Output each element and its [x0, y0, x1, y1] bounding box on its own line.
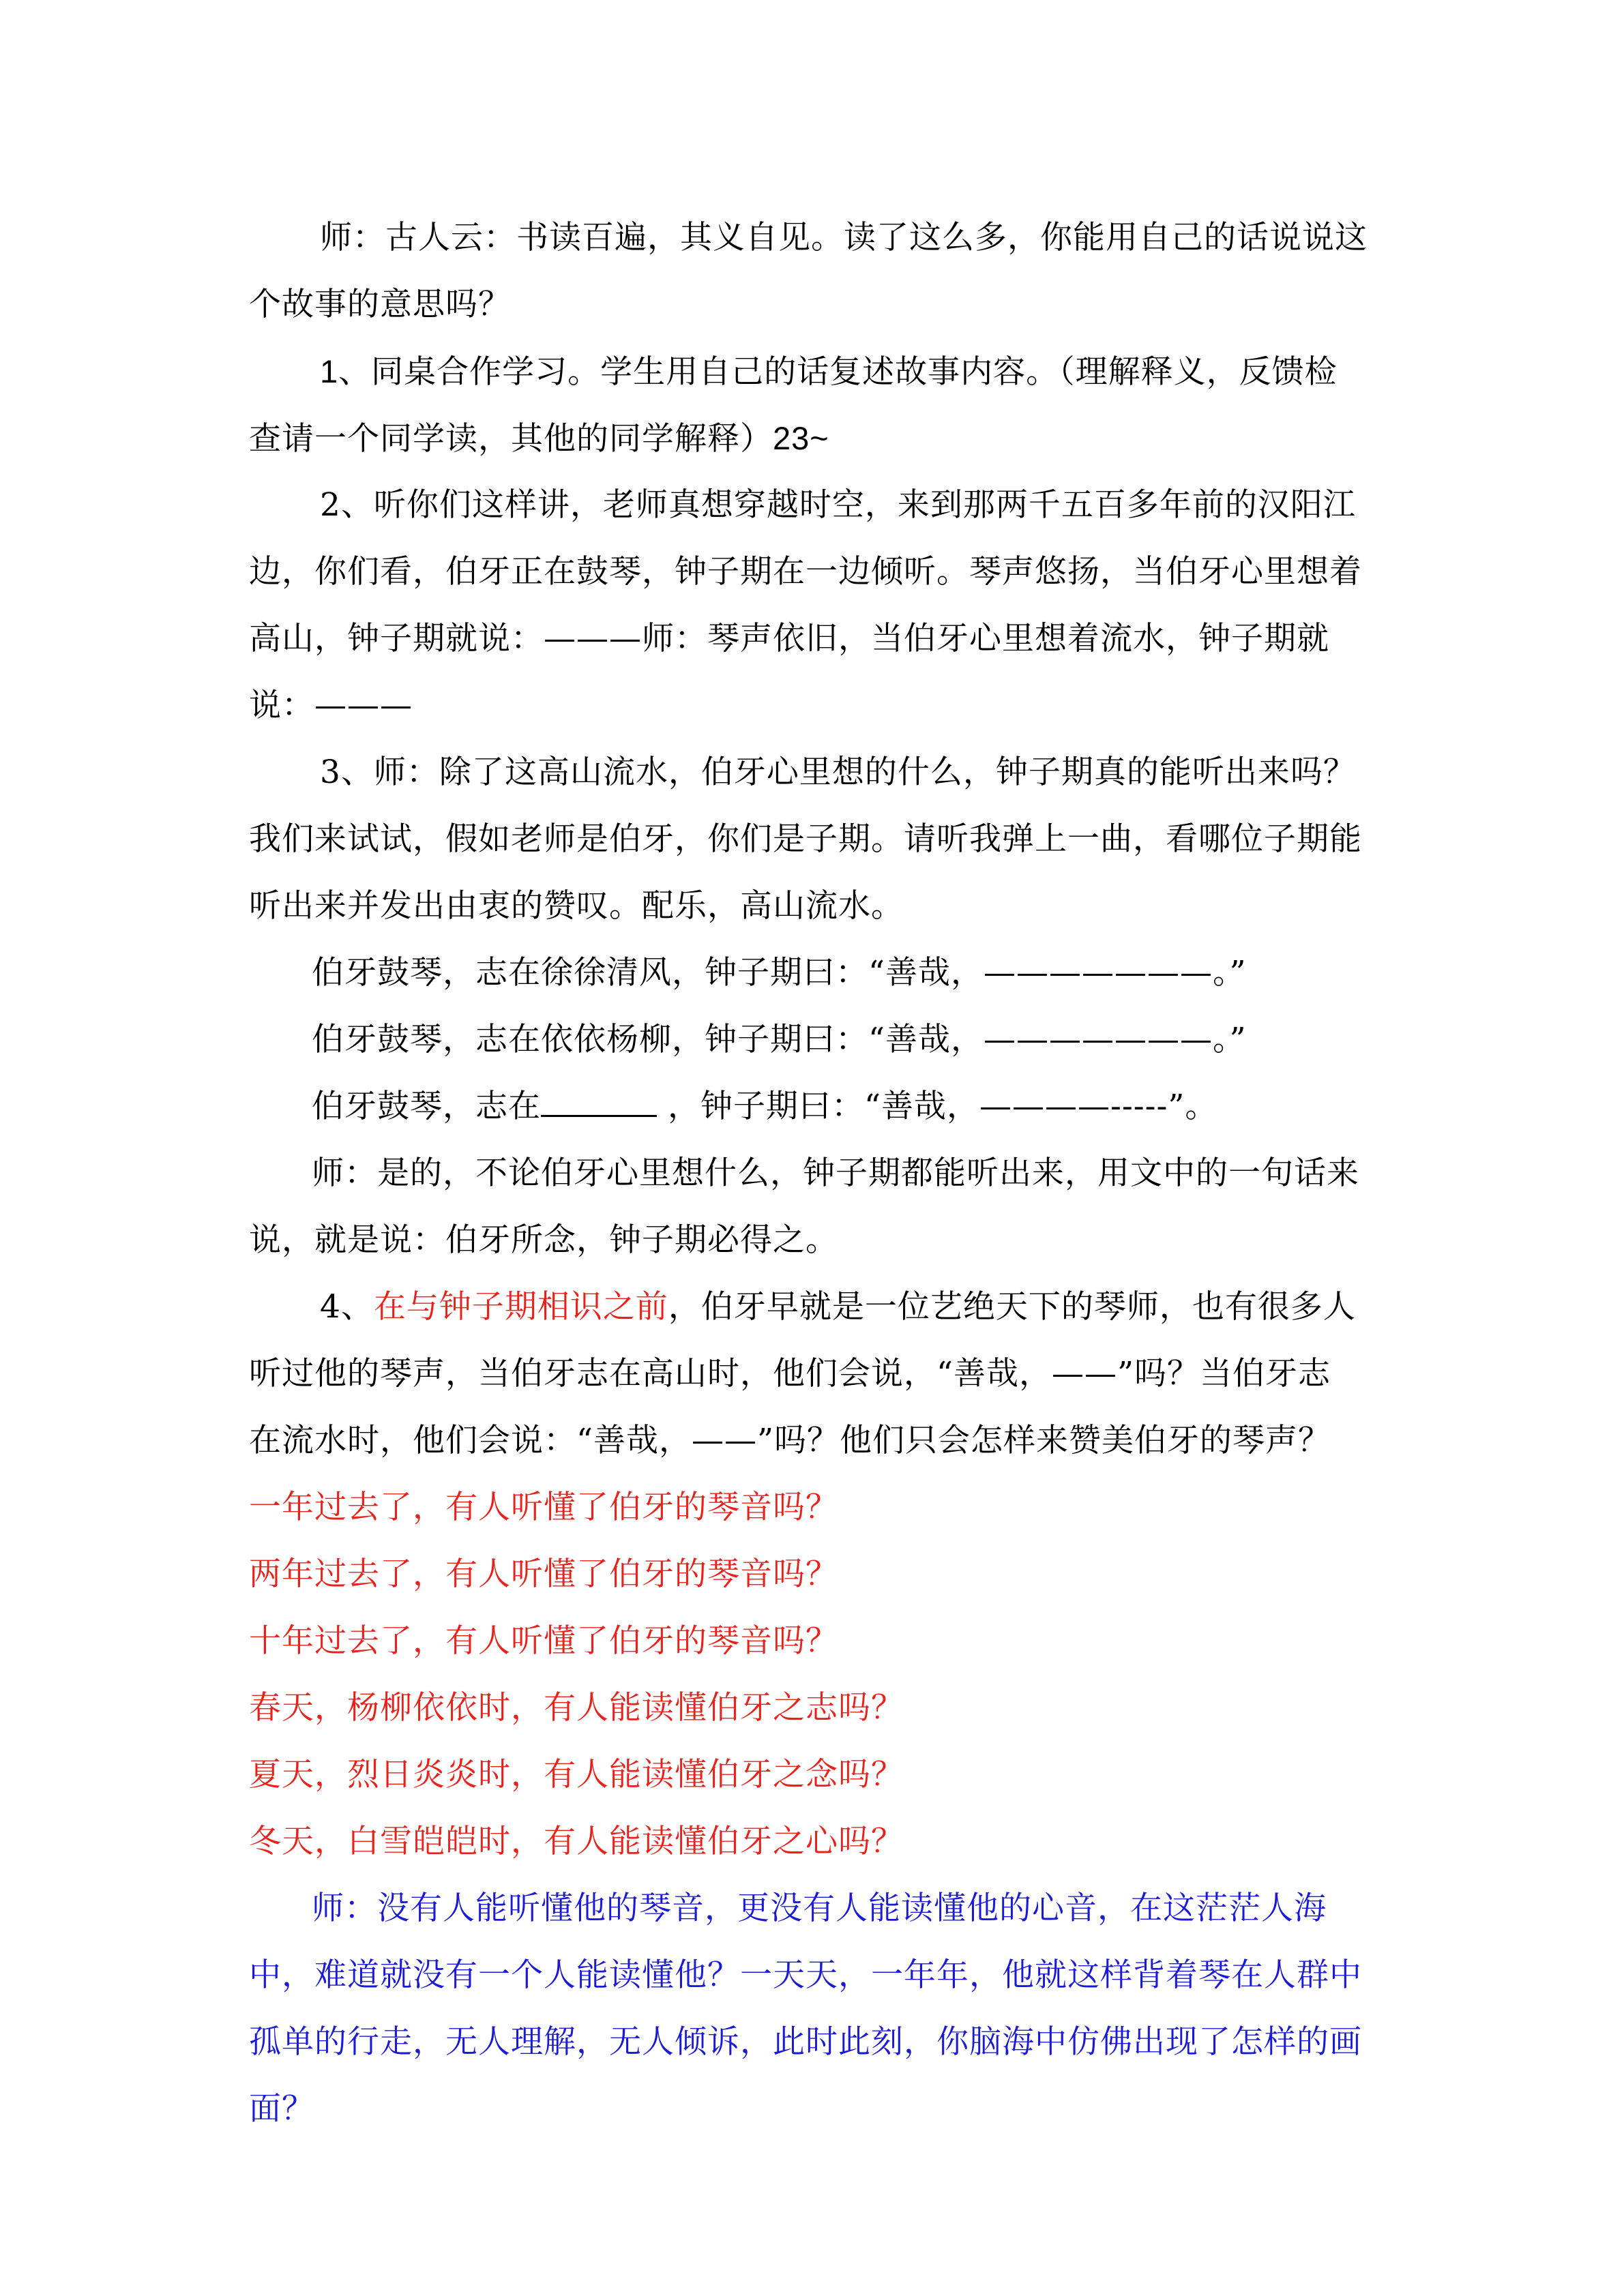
paragraph-text: 、同桌合作学习。学生用自己的话复述故事内容。（理解释义，反馈检 — [338, 353, 1338, 391]
paragraph-line: 2、听你们这样讲，老师真想穿越时空，来到那两千五百多年前的汉阳江 — [320, 486, 1356, 524]
paragraph-line: 说，就是说：伯牙所念，钟子期必得之。 — [249, 1221, 838, 1259]
red-question-line: 夏天，烈日炎炎时，有人能读懂伯牙之念吗？ — [249, 1756, 904, 1793]
paragraph-line — [249, 338, 1395, 405]
red-question-line: 两年过去了，有人听懂了伯牙的琴音吗？ — [249, 1555, 838, 1593]
paragraph-line — [249, 405, 1395, 472]
paragraph-text: ，钟子期曰：“善哉，————-----”。 — [657, 1088, 1218, 1125]
paragraph-line: 师：是的，不论伯牙心里想什么，钟子期都能听出来，用文中的一句话来 — [312, 1154, 1359, 1192]
paragraph-line: 说：——— — [249, 687, 413, 724]
paragraph-line: 边，你们看，伯牙正在鼓琴，钟子期在一边倾听。琴声悠扬，当伯牙心里想着 — [249, 553, 1362, 591]
paragraph-text: ，伯牙早就是一位艺绝天下的琴师，也有很多人 — [668, 1288, 1356, 1326]
paragraph-line: 我们来试试，假如老师是伯牙，你们是子期。请听我弹上一曲，看哪位子期能 — [249, 820, 1362, 858]
blue-paragraph-line: 中，难道就没有一个人能读懂他？一天天，一年年，他就这样背着琴在人群中 — [249, 1956, 1362, 1994]
blue-paragraph-line: 孤单的行走，无人理解，无人倾诉，此时此刻，你脑海中仿佛出现了怎样的画 — [249, 2023, 1362, 2061]
red-question-line: 十年过去了，有人听懂了伯牙的琴音吗？ — [249, 1622, 838, 1660]
paragraph-line: 高山，钟子期就说：———师：琴声依旧，当伯牙心里想着流水，钟子期就 — [249, 620, 1329, 657]
paragraph-tail: 23~ — [773, 420, 829, 456]
paragraph-line: 伯牙鼓琴，志在依依杨柳，钟子期曰：“善哉，———————。” — [312, 1021, 1247, 1058]
blue-paragraph-line: 面？ — [249, 2090, 314, 2128]
paragraph-line: 师：古人云：书读百遍，其义自见。读了这么多，你能用自己的话说说这 — [320, 219, 1368, 256]
paragraph-text: 查请一个同学读，其他的同学解释） — [249, 420, 773, 458]
red-question-line: 冬天，白雪皑皑时，有人能读懂伯牙之心吗？ — [249, 1823, 904, 1860]
list-number: 4、 — [320, 1288, 374, 1326]
paragraph-line: 听过他的琴声，当伯牙志在高山时，他们会说，“善哉，——”吗？当伯牙志 — [249, 1355, 1331, 1392]
paragraph-line: 在流水时，他们会说：“善哉，——”吗？他们只会怎样来赞美伯牙的琴声？ — [249, 1422, 1331, 1459]
paragraph-line: 听出来并发出由衷的赞叹。配乐，高山流水。 — [249, 887, 904, 925]
paragraph-line: 伯牙鼓琴，志在徐徐清风，钟子期曰：“善哉，———————。” — [312, 954, 1247, 992]
blue-paragraph-line: 师：没有人能听懂他的琴音，更没有人能读懂他的心音，在这茫茫人海 — [312, 1890, 1327, 1927]
paragraph-line — [249, 1274, 1395, 1341]
red-question-line: 春天，杨柳依依时，有人能读懂伯牙之志吗？ — [249, 1689, 904, 1727]
red-question-line: 一年过去了，有人听懂了伯牙的琴音吗？ — [249, 1489, 838, 1526]
document-page — [249, 205, 1395, 2143]
fill-in-blank — [541, 1088, 657, 1117]
paragraph-line: 个故事的意思吗？ — [249, 286, 511, 323]
paragraph-line: 3、师：除了这高山流水，伯牙心里想的什么，钟子期真的能听出来吗？ — [320, 754, 1356, 791]
paragraph-line — [249, 1073, 1395, 1140]
paragraph-text: 伯牙鼓琴，志在 — [312, 1088, 541, 1125]
highlight-text: 在与钟子期相识之前 — [373, 1288, 668, 1326]
list-number: 1 — [320, 353, 339, 389]
